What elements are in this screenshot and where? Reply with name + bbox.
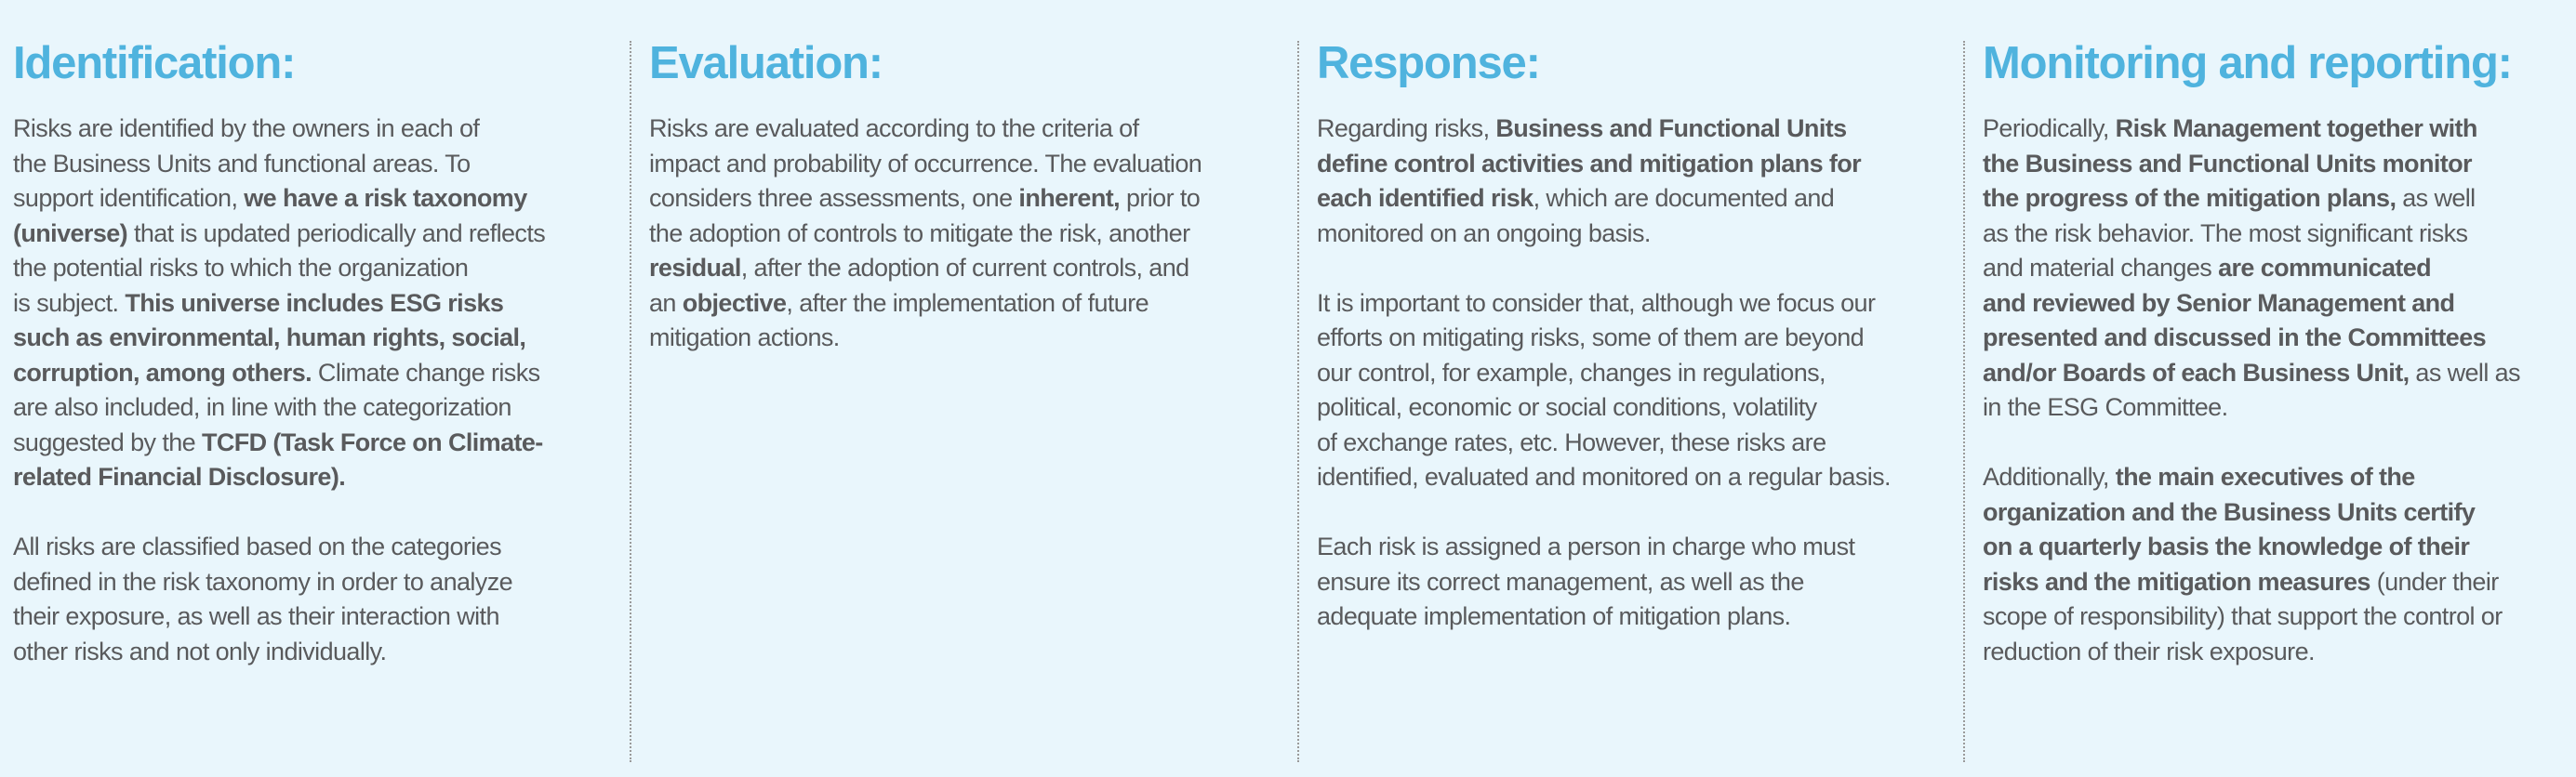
body-text: is subject.	[13, 288, 126, 317]
body-text: , which are documented and	[1533, 184, 1835, 212]
text-line	[1983, 112, 2576, 147]
text-line	[1317, 426, 1959, 461]
heading-response: Response:	[1317, 38, 1540, 88]
text-line	[649, 112, 1291, 147]
bold-text: and/or Boards of each Business Unit,	[1983, 358, 2410, 387]
body-text: the potential risks to which the organization	[13, 254, 469, 282]
text-line	[1983, 251, 2576, 286]
text-line	[1983, 599, 2576, 635]
body-text: monitored on an ongoing basis.	[1317, 218, 1651, 247]
body-text: of exchange rates, etc. However, these risks are	[1317, 428, 1826, 456]
body-text: the Business Units and functional areas. To	[13, 149, 471, 178]
text-line	[13, 112, 627, 147]
body-text: impact and probability of occurrence. The evaluation	[649, 149, 1202, 178]
body-identification	[13, 112, 627, 705]
body-text: prior to	[1120, 184, 1201, 212]
bold-text: risks and the mitigation measures	[1983, 567, 2370, 596]
bold-text: organization and the Business Units certify	[1983, 497, 2476, 526]
text-line	[1317, 530, 1959, 565]
body-response	[1317, 112, 1959, 669]
body-text: other risks and not only individually.	[13, 637, 387, 665]
text-line	[1983, 495, 2576, 531]
body-text: reduction of their risk exposure.	[1983, 637, 2315, 665]
text-line	[1317, 321, 1959, 356]
column-monitoring-reporting	[1962, 0, 2576, 777]
paragraph	[1317, 112, 1959, 251]
heading-monitoring-reporting: Monitoring and reporting:	[1983, 38, 2512, 88]
body-text: their exposure, as well as their interaction with	[13, 602, 499, 630]
paragraph	[649, 112, 1291, 356]
body-text: as well as	[2409, 358, 2520, 387]
body-text: that is updated periodically and reflects	[127, 218, 546, 247]
body-text: efforts on mitigating risks, some of them are beyond	[1317, 323, 1865, 351]
body-text: as the risk behavior. The most significant risks	[1983, 218, 2468, 247]
body-text: considers three assessments, one	[649, 184, 1019, 212]
body-text: Regarding risks,	[1317, 114, 1496, 142]
bold-text: presented and discussed in the Committees	[1983, 323, 2487, 351]
body-text: It is important to consider that, although we focus our	[1317, 288, 1876, 317]
body-text: All risks are classified based on the categories	[13, 533, 501, 560]
bold-text: corruption, among others.	[13, 358, 312, 387]
body-text: the adoption of controls to mitigate the risk, another	[649, 218, 1190, 247]
bold-text: on a quarterly basis the knowledge of their	[1983, 533, 2470, 560]
bold-text: the main executives of the	[2115, 463, 2415, 491]
bold-text: and reviewed by Senior Management and	[1983, 288, 2455, 317]
text-line	[649, 217, 1291, 252]
body-text: and material changes	[1983, 254, 2219, 282]
text-line	[13, 356, 627, 391]
text-line	[13, 390, 627, 426]
body-text: Each risk is assigned a person in charge who must	[1317, 533, 1855, 560]
paragraph	[1317, 530, 1959, 635]
body-text: Risks are evaluated according to the criteria of	[649, 114, 1139, 142]
body-text: Climate change risks	[312, 358, 540, 387]
text-line	[13, 635, 627, 670]
text-line	[1317, 390, 1959, 426]
text-line	[1983, 635, 2576, 670]
text-line	[649, 147, 1291, 182]
body-text: mitigation actions.	[649, 323, 840, 351]
body-text: defined in the risk taxonomy in order to analyze	[13, 567, 513, 596]
text-line	[1983, 356, 2576, 391]
body-text: support identification,	[13, 184, 245, 212]
paragraph	[13, 530, 627, 669]
paragraph	[1983, 460, 2576, 669]
bold-text: such as environmental, human rights, social,	[13, 323, 526, 351]
text-line	[1983, 565, 2576, 600]
column-response	[1296, 0, 1962, 777]
text-line	[1317, 599, 1959, 635]
body-text: , after the implementation of future	[786, 288, 1149, 317]
body-monitoring-reporting	[1983, 112, 2576, 705]
body-text: identified, evaluated and monitored on a regular basis.	[1317, 463, 1891, 491]
body-text: Additionally,	[1983, 463, 2116, 491]
body-text: political, economic or social conditions, volatility	[1317, 393, 1817, 421]
bold-text: the progress of the mitigation plans,	[1983, 184, 2397, 212]
text-line	[13, 251, 627, 286]
text-line	[1317, 217, 1959, 252]
text-line	[13, 460, 627, 495]
bold-text: we have a risk taxonomy	[244, 184, 527, 212]
text-line	[1983, 181, 2576, 217]
text-line	[1317, 565, 1959, 600]
text-line	[13, 181, 627, 217]
body-text: suggested by the	[13, 428, 202, 456]
body-text: ensure its correct management, as well as the	[1317, 567, 1804, 596]
paragraph	[13, 112, 627, 495]
body-text: Periodically,	[1983, 114, 2116, 142]
text-line	[1983, 147, 2576, 182]
bold-text: Business and Functional Units	[1495, 114, 1847, 142]
body-text: adequate implementation of mitigation plans.	[1317, 602, 1791, 630]
body-text: (under their	[2370, 567, 2499, 596]
text-line	[13, 565, 627, 600]
text-line	[1983, 286, 2576, 322]
text-line	[1317, 356, 1959, 391]
text-line	[1317, 147, 1959, 182]
body-text: , after the adoption of current controls, and	[740, 254, 1189, 282]
bold-text: Risk Management together with	[2115, 114, 2477, 142]
body-evaluation	[649, 112, 1291, 390]
text-line	[1317, 286, 1959, 322]
bold-text: TCFD (Task Force on Climate-	[201, 428, 543, 456]
text-line	[649, 251, 1291, 286]
paragraph	[1983, 112, 2576, 426]
body-text: an	[649, 288, 683, 317]
body-text: are also included, in line with the categorization	[13, 393, 511, 421]
text-line	[1317, 112, 1959, 147]
heading-identification: Identification:	[13, 38, 296, 88]
text-line	[1317, 181, 1959, 217]
heading-evaluation: Evaluation:	[649, 38, 883, 88]
text-line	[13, 217, 627, 252]
text-line	[1983, 530, 2576, 565]
text-line	[1983, 390, 2576, 426]
text-line	[1983, 321, 2576, 356]
column-identification	[0, 0, 629, 777]
body-text: scope of responsibility) that support the control or	[1983, 602, 2503, 630]
text-line	[1983, 217, 2576, 252]
text-line	[13, 147, 627, 182]
text-line	[1983, 460, 2576, 495]
text-line	[13, 599, 627, 635]
text-line	[649, 286, 1291, 322]
bold-text: the Business and Functional Units monitor	[1983, 149, 2472, 178]
paragraph	[1317, 286, 1959, 495]
body-text: in the ESG Committee.	[1983, 393, 2228, 421]
text-line	[13, 286, 627, 322]
text-line	[13, 321, 627, 356]
text-line	[13, 426, 627, 461]
body-text: as well	[2396, 184, 2476, 212]
bold-text: This universe includes ESG risks	[125, 288, 504, 317]
bold-text: related Financial Disclosure).	[13, 463, 346, 491]
text-line	[1317, 460, 1959, 495]
bold-text: (universe)	[13, 218, 128, 247]
bold-text: each identified risk	[1317, 184, 1534, 212]
text-line	[649, 181, 1291, 217]
body-text: Risks are identified by the owners in each of	[13, 114, 480, 142]
body-text: our control, for example, changes in regulations,	[1317, 358, 1826, 387]
text-line	[13, 530, 627, 565]
text-line	[649, 321, 1291, 356]
bold-text: define control activities and mitigation plans for	[1317, 149, 1862, 178]
bold-text: inherent,	[1018, 184, 1121, 212]
bold-text: residual	[649, 254, 741, 282]
column-evaluation	[629, 0, 1296, 777]
bold-text: objective	[682, 288, 787, 317]
bold-text: are communicated	[2218, 254, 2432, 282]
